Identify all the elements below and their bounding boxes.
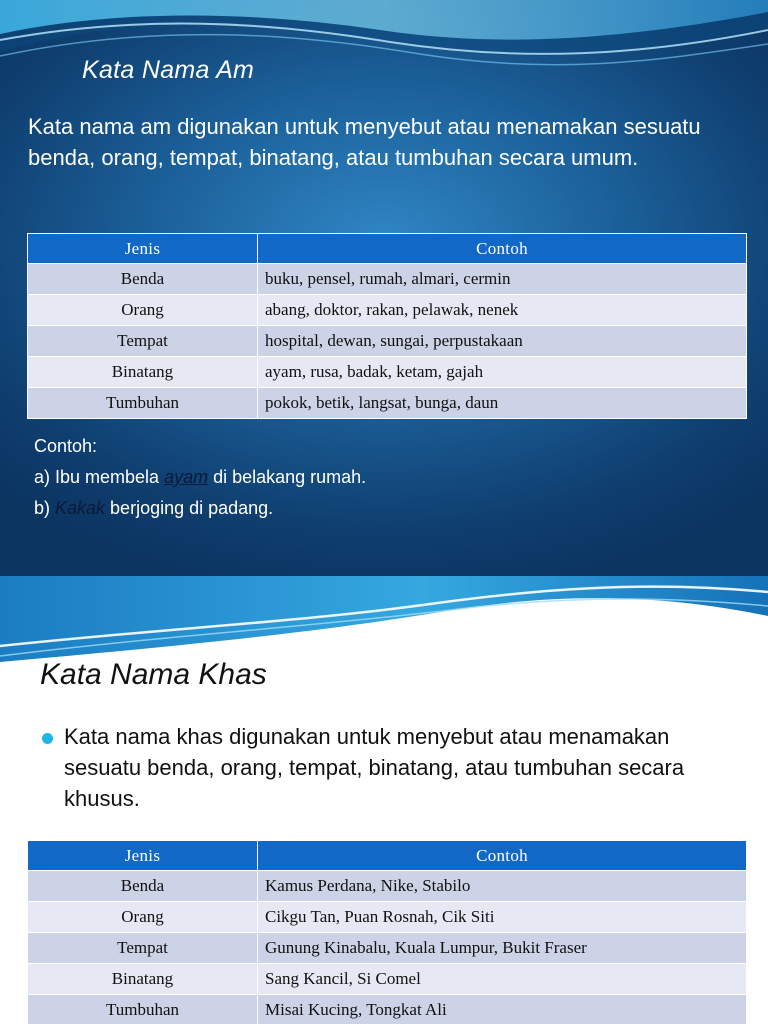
cell-jenis: Tempat (28, 933, 258, 964)
table-row (28, 264, 747, 295)
example-b-highlight: Kakak (55, 498, 106, 518)
table-row (28, 933, 747, 964)
example-b (34, 493, 714, 524)
bullet-paragraph: Kata nama khas digunakan untuk menyebut atau menamakan sesuatu benda, orang, tempat, binatang, atau tumbuhan secara khusus. (64, 724, 685, 811)
examples-block (34, 431, 714, 524)
example-a-suffix: di belakang rumah. (208, 467, 367, 487)
cell-contoh: Misai Kucing, Tongkat Ali (258, 995, 747, 1024)
slide-title: Kata Nama Am (82, 56, 255, 84)
intro-paragraph: Kata nama am digunakan untuk menyebut atau menamakan sesuatu benda, orang, tempat, binatang, atau tumbuhan secara umum. (28, 114, 701, 170)
cell-contoh: Kamus Perdana, Nike, Stabilo (258, 871, 747, 902)
bullet-dot-icon (42, 733, 53, 744)
cell-jenis: Orang (28, 902, 258, 933)
cell-jenis: Tempat (28, 326, 258, 357)
kata-nama-am-table (27, 233, 747, 419)
cell-jenis: Tumbuhan (28, 388, 258, 419)
header-contoh: Contoh (258, 841, 747, 871)
cell-jenis: Orang (28, 295, 258, 326)
table-row (28, 326, 747, 357)
table-row (28, 357, 747, 388)
examples-heading: Contoh: (34, 436, 98, 456)
header-jenis: Jenis (28, 234, 258, 264)
cell-contoh: buku, pensel, rumah, almari, cermin (258, 264, 747, 295)
table-header-row (28, 841, 747, 871)
example-b-suffix: berjoging di padang. (105, 498, 274, 518)
example-b-prefix: b) (34, 498, 56, 518)
table-header-row (28, 234, 747, 264)
kata-nama-khas-table (27, 840, 747, 1024)
wave-decoration-top (0, 576, 768, 666)
header-jenis: Jenis (28, 841, 258, 871)
table-row (28, 902, 747, 933)
table-row (28, 964, 747, 995)
cell-contoh: abang, doktor, rakan, pelawak, nenek (258, 295, 747, 326)
header-contoh: Contoh (258, 234, 747, 264)
slide-title: Kata Nama Khas (40, 658, 267, 691)
table-row (28, 295, 747, 326)
cell-jenis: Binatang (28, 964, 258, 995)
cell-contoh: ayam, rusa, badak, ketam, gajah (258, 357, 747, 388)
cell-contoh: Gunung Kinabalu, Kuala Lumpur, Bukit Fraser (258, 933, 747, 964)
cell-jenis: Binatang (28, 357, 258, 388)
cell-jenis: Benda (28, 264, 258, 295)
cell-contoh: pokok, betik, langsat, bunga, daun (258, 388, 747, 419)
cell-contoh: Cikgu Tan, Puan Rosnah, Cik Siti (258, 902, 747, 933)
example-a-highlight: ayam (164, 467, 209, 487)
example-a (34, 462, 714, 493)
cell-jenis: Benda (28, 871, 258, 902)
cell-jenis: Tumbuhan (28, 995, 258, 1024)
table-row (28, 995, 747, 1024)
example-a-prefix: a) Ibu membela (34, 467, 165, 487)
cell-contoh: hospital, dewan, sungai, perpustakaan (258, 326, 747, 357)
table-row (28, 871, 747, 902)
table-row (28, 388, 747, 419)
cell-contoh: Sang Kancil, Si Comel (258, 964, 747, 995)
